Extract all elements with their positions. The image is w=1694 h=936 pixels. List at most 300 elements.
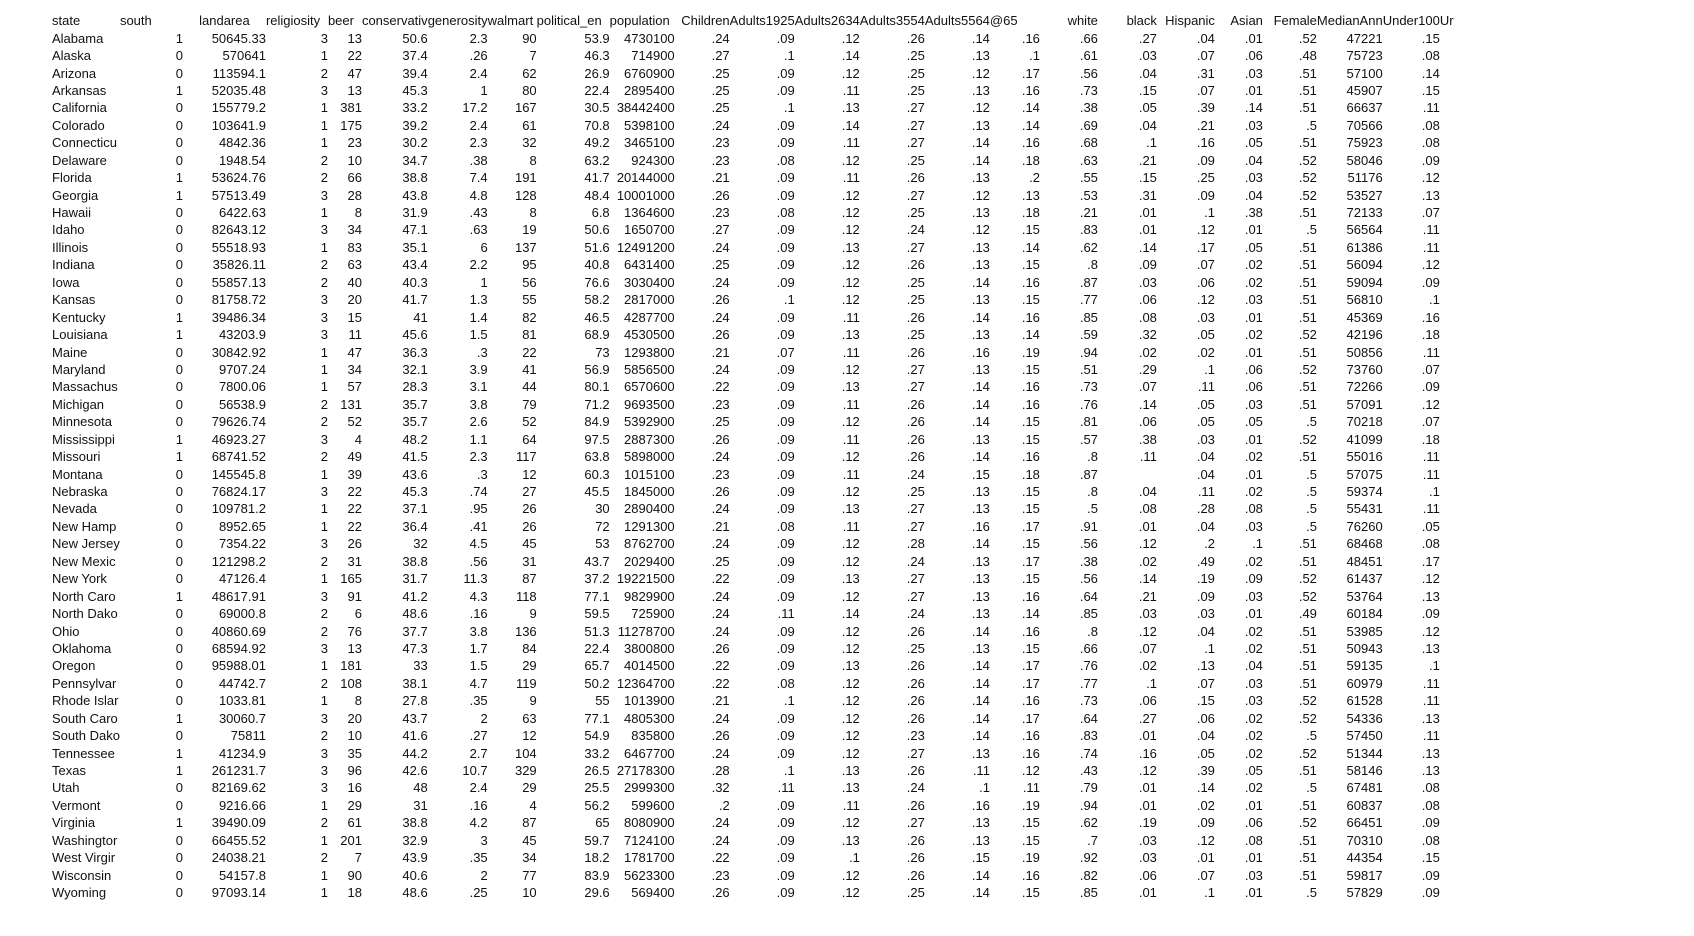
data-cell[interactable]: .12 bbox=[1196, 292, 1215, 308]
data-cell[interactable]: 39.4 bbox=[402, 65, 428, 81]
data-cell[interactable]: 9 bbox=[529, 693, 537, 709]
data-cell[interactable]: 1 bbox=[320, 466, 328, 482]
data-cell[interactable] bbox=[1440, 82, 1460, 99]
data-cell[interactable]: .04 bbox=[1196, 728, 1215, 744]
data-cell[interactable]: .24 bbox=[711, 449, 730, 465]
column-header[interactable]: south bbox=[119, 13, 152, 29]
data-cell[interactable]: .09 bbox=[776, 588, 795, 604]
data-cell[interactable]: .03 bbox=[1244, 396, 1263, 412]
data-cell[interactable]: 2.6 bbox=[469, 414, 488, 430]
data-cell[interactable]: .25 bbox=[1196, 170, 1215, 186]
data-cell[interactable]: .09 bbox=[776, 239, 795, 255]
data-cell[interactable]: .03 bbox=[1244, 588, 1263, 604]
data-cell[interactable]: .01 bbox=[1244, 344, 1263, 360]
data-cell[interactable]: .32 bbox=[711, 780, 730, 796]
state-name-cell[interactable]: Maine bbox=[52, 344, 88, 360]
data-cell[interactable]: 22 bbox=[347, 484, 362, 500]
data-cell[interactable]: .12 bbox=[971, 65, 990, 81]
data-cell[interactable]: 1.3 bbox=[469, 292, 488, 308]
state-name-cell[interactable]: Mississippi bbox=[52, 431, 115, 447]
data-cell[interactable]: .09 bbox=[1421, 274, 1440, 290]
data-cell[interactable] bbox=[1098, 465, 1157, 482]
data-cell[interactable] bbox=[1440, 361, 1460, 378]
data-cell[interactable]: 59.7 bbox=[584, 832, 610, 848]
data-cell[interactable]: 1781700 bbox=[624, 850, 675, 866]
state-name-cell[interactable]: Maryland bbox=[52, 361, 106, 377]
data-cell[interactable]: 1 bbox=[320, 518, 328, 534]
data-cell[interactable]: 47 bbox=[347, 65, 362, 81]
data-cell[interactable]: 2.3 bbox=[469, 135, 488, 151]
data-cell[interactable]: 18.2 bbox=[584, 850, 610, 866]
data-cell[interactable]: 41 bbox=[413, 309, 428, 325]
data-cell[interactable]: .04 bbox=[1196, 466, 1215, 482]
data-cell[interactable]: .26 bbox=[711, 292, 730, 308]
data-cell[interactable]: 6570600 bbox=[624, 379, 675, 395]
data-cell[interactable]: .16 bbox=[1021, 274, 1040, 290]
data-cell[interactable]: .51 bbox=[1298, 553, 1317, 569]
data-cell[interactable]: 119 bbox=[515, 675, 537, 691]
data-cell[interactable]: .02 bbox=[1244, 745, 1263, 761]
data-cell[interactable]: 0 bbox=[175, 396, 183, 412]
data-cell[interactable]: 52 bbox=[522, 414, 537, 430]
data-cell[interactable]: .43 bbox=[469, 205, 488, 221]
data-cell[interactable] bbox=[1440, 605, 1460, 622]
data-cell[interactable]: 118 bbox=[515, 588, 537, 604]
data-cell[interactable]: .35 bbox=[469, 693, 488, 709]
data-cell[interactable]: 50943 bbox=[1346, 640, 1383, 656]
data-cell[interactable]: .09 bbox=[776, 640, 795, 656]
data-cell[interactable]: .02 bbox=[1244, 257, 1263, 273]
data-cell[interactable]: .14 bbox=[971, 152, 990, 168]
data-cell[interactable]: .09 bbox=[1421, 885, 1440, 901]
data-cell[interactable]: 2 bbox=[320, 65, 328, 81]
data-cell[interactable]: 8 bbox=[529, 152, 537, 168]
data-cell[interactable]: 59374 bbox=[1346, 484, 1383, 500]
data-cell[interactable]: .01 bbox=[1244, 82, 1263, 98]
data-cell[interactable]: .24 bbox=[711, 30, 730, 46]
data-cell[interactable]: .1 bbox=[1204, 361, 1215, 377]
data-cell[interactable]: 83 bbox=[347, 239, 362, 255]
data-cell[interactable]: .25 bbox=[906, 152, 925, 168]
data-cell[interactable]: .08 bbox=[1421, 832, 1440, 848]
data-cell[interactable]: .13 bbox=[841, 763, 860, 779]
data-cell[interactable]: 121298.2 bbox=[211, 553, 266, 569]
data-cell[interactable]: 4842.36 bbox=[218, 135, 266, 151]
data-cell[interactable]: 4.3 bbox=[469, 588, 488, 604]
column-header[interactable]: religiosity bbox=[265, 13, 321, 29]
data-cell[interactable]: .25 bbox=[711, 82, 730, 98]
data-cell[interactable]: 0 bbox=[175, 361, 183, 377]
data-cell[interactable]: 12 bbox=[522, 466, 537, 482]
data-cell[interactable]: 59135 bbox=[1346, 658, 1383, 674]
data-cell[interactable]: .24 bbox=[711, 117, 730, 133]
data-cell[interactable]: .63 bbox=[469, 222, 488, 238]
data-cell[interactable]: .27 bbox=[1138, 30, 1157, 46]
state-name-cell[interactable]: New Hamp bbox=[52, 518, 117, 534]
data-cell[interactable]: 43.7 bbox=[584, 553, 610, 569]
data-cell[interactable]: 71.2 bbox=[584, 396, 610, 412]
data-cell[interactable]: 0 bbox=[175, 553, 183, 569]
data-cell[interactable] bbox=[1440, 152, 1460, 169]
data-cell[interactable]: .27 bbox=[906, 588, 925, 604]
data-cell[interactable]: 2.4 bbox=[469, 65, 488, 81]
data-cell[interactable]: 66637 bbox=[1346, 100, 1383, 116]
data-cell[interactable]: 3 bbox=[320, 780, 328, 796]
data-cell[interactable] bbox=[1440, 849, 1460, 866]
data-cell[interactable]: .15 bbox=[1021, 361, 1040, 377]
data-cell[interactable]: .79 bbox=[1079, 780, 1098, 796]
state-name-cell[interactable]: West Virgir bbox=[52, 850, 116, 866]
data-cell[interactable]: 95 bbox=[522, 257, 537, 273]
data-cell[interactable]: 17.2 bbox=[462, 100, 488, 116]
data-cell[interactable]: 33 bbox=[413, 658, 428, 674]
data-cell[interactable]: 0 bbox=[175, 501, 183, 517]
data-cell[interactable]: 16 bbox=[347, 780, 362, 796]
data-cell[interactable]: .01 bbox=[1138, 797, 1157, 813]
data-cell[interactable]: 6 bbox=[354, 606, 362, 622]
column-header[interactable]: Female bbox=[1273, 13, 1317, 29]
data-cell[interactable]: 2 bbox=[320, 606, 328, 622]
data-cell[interactable]: 1 bbox=[175, 710, 183, 726]
data-cell[interactable]: 76824.17 bbox=[211, 484, 266, 500]
data-cell[interactable]: 41.2 bbox=[402, 588, 428, 604]
data-cell[interactable]: 1 bbox=[320, 832, 328, 848]
data-cell[interactable]: .12 bbox=[841, 30, 860, 46]
data-cell[interactable]: .01 bbox=[1244, 222, 1263, 238]
data-cell[interactable]: .13 bbox=[971, 292, 990, 308]
data-cell[interactable]: .2 bbox=[718, 797, 730, 813]
data-cell[interactable]: .13 bbox=[971, 484, 990, 500]
data-cell[interactable]: .83 bbox=[1079, 728, 1098, 744]
data-cell[interactable]: .02 bbox=[1196, 797, 1215, 813]
data-cell[interactable]: .27 bbox=[1138, 710, 1157, 726]
data-cell[interactable]: .09 bbox=[776, 135, 795, 151]
data-cell[interactable] bbox=[1440, 64, 1460, 81]
data-cell[interactable]: 37.1 bbox=[402, 501, 428, 517]
data-cell[interactable]: 201 bbox=[340, 832, 362, 848]
data-cell[interactable]: .12 bbox=[841, 222, 860, 238]
column-header[interactable]: @65 bbox=[989, 13, 1018, 29]
data-cell[interactable]: .28 bbox=[711, 763, 730, 779]
data-cell[interactable]: 48.6 bbox=[402, 885, 428, 901]
data-cell[interactable]: .03 bbox=[1138, 48, 1157, 64]
data-cell[interactable]: 9 bbox=[529, 606, 537, 622]
data-cell[interactable]: 5623300 bbox=[624, 867, 675, 883]
data-cell[interactable]: .41 bbox=[469, 518, 488, 534]
data-cell[interactable]: .5 bbox=[1306, 518, 1317, 534]
data-cell[interactable]: .09 bbox=[1244, 571, 1263, 587]
data-cell[interactable]: .43 bbox=[1079, 763, 1098, 779]
data-cell[interactable]: .13 bbox=[1421, 745, 1440, 761]
data-cell[interactable]: 82 bbox=[522, 309, 537, 325]
data-cell[interactable] bbox=[1440, 710, 1460, 727]
column-header[interactable]: Hispanic bbox=[1165, 13, 1215, 29]
data-cell[interactable]: .09 bbox=[776, 658, 795, 674]
data-cell[interactable]: .16 bbox=[1021, 30, 1040, 46]
data-cell[interactable]: .09 bbox=[776, 536, 795, 552]
data-cell[interactable]: 22 bbox=[522, 344, 537, 360]
data-cell[interactable]: .09 bbox=[776, 222, 795, 238]
data-cell[interactable]: 2 bbox=[320, 553, 328, 569]
data-cell[interactable]: 4014500 bbox=[624, 658, 675, 674]
data-cell[interactable]: 1 bbox=[175, 82, 183, 98]
data-cell[interactable]: .06 bbox=[1244, 379, 1263, 395]
data-cell[interactable]: 0 bbox=[175, 640, 183, 656]
data-cell[interactable]: .03 bbox=[1244, 867, 1263, 883]
data-cell[interactable]: 570641 bbox=[222, 48, 266, 64]
data-cell[interactable]: .24 bbox=[906, 606, 925, 622]
data-cell[interactable]: 2.3 bbox=[469, 30, 488, 46]
data-cell[interactable]: .04 bbox=[1138, 65, 1157, 81]
data-cell[interactable]: .13 bbox=[1196, 658, 1215, 674]
data-cell[interactable]: 1 bbox=[320, 361, 328, 377]
data-cell[interactable]: .13 bbox=[1421, 588, 1440, 604]
data-cell[interactable]: .51 bbox=[1298, 239, 1317, 255]
data-cell[interactable]: .17 bbox=[1021, 518, 1040, 534]
data-cell[interactable]: 61528 bbox=[1346, 693, 1383, 709]
data-cell[interactable]: .51 bbox=[1298, 274, 1317, 290]
data-cell[interactable]: .24 bbox=[711, 536, 730, 552]
data-cell[interactable]: .26 bbox=[711, 728, 730, 744]
data-cell[interactable]: 1 bbox=[175, 309, 183, 325]
data-cell[interactable]: 1 bbox=[320, 501, 328, 517]
data-cell[interactable]: .13 bbox=[971, 82, 990, 98]
data-cell[interactable] bbox=[1440, 396, 1460, 413]
data-cell[interactable]: .66 bbox=[1079, 640, 1098, 656]
state-name-cell[interactable]: New Mexic bbox=[52, 553, 116, 569]
data-cell[interactable]: .52 bbox=[1298, 327, 1317, 343]
state-name-cell[interactable]: New Jersey bbox=[52, 536, 120, 552]
data-cell[interactable]: .09 bbox=[776, 745, 795, 761]
data-cell[interactable]: 59094 bbox=[1346, 274, 1383, 290]
data-cell[interactable]: 43.7 bbox=[402, 710, 428, 726]
data-cell[interactable]: 7800.06 bbox=[218, 379, 266, 395]
data-cell[interactable]: 6431400 bbox=[624, 257, 675, 273]
data-cell[interactable]: .11 bbox=[1422, 344, 1440, 360]
data-cell[interactable]: 19221500 bbox=[616, 571, 675, 587]
data-cell[interactable]: 25.5 bbox=[584, 780, 610, 796]
data-cell[interactable]: 45.6 bbox=[402, 327, 428, 343]
data-cell[interactable]: 76 bbox=[347, 623, 362, 639]
data-cell[interactable]: 1845000 bbox=[624, 484, 675, 500]
data-cell[interactable]: .11 bbox=[1422, 501, 1440, 517]
data-cell[interactable]: .14 bbox=[971, 30, 990, 46]
data-cell[interactable]: 599600 bbox=[631, 797, 675, 813]
data-cell[interactable] bbox=[1440, 256, 1460, 273]
data-cell[interactable]: .01 bbox=[1138, 222, 1157, 238]
data-cell[interactable]: .02 bbox=[1244, 728, 1263, 744]
data-cell[interactable]: .09 bbox=[776, 553, 795, 569]
data-cell[interactable]: .26 bbox=[906, 431, 925, 447]
data-cell[interactable]: 4805300 bbox=[624, 710, 675, 726]
data-cell[interactable]: .13 bbox=[971, 257, 990, 273]
data-cell[interactable]: 40.8 bbox=[584, 257, 610, 273]
data-cell[interactable]: 59817 bbox=[1346, 867, 1383, 883]
data-cell[interactable]: .31 bbox=[1138, 187, 1157, 203]
data-cell[interactable]: .08 bbox=[1421, 48, 1440, 64]
data-cell[interactable]: 2 bbox=[480, 867, 488, 883]
data-cell[interactable]: 38.8 bbox=[402, 815, 428, 831]
data-cell[interactable]: .1 bbox=[1428, 292, 1440, 308]
data-cell[interactable]: .14 bbox=[841, 117, 860, 133]
data-cell[interactable]: 3 bbox=[320, 763, 328, 779]
data-cell[interactable]: .01 bbox=[1244, 431, 1263, 447]
data-cell[interactable]: 29.6 bbox=[584, 885, 610, 901]
data-cell[interactable]: 0 bbox=[175, 728, 183, 744]
data-cell[interactable]: .08 bbox=[1421, 135, 1440, 151]
data-cell[interactable]: 4.8 bbox=[469, 187, 488, 203]
data-cell[interactable]: 30 bbox=[595, 501, 610, 517]
data-cell[interactable]: .09 bbox=[1196, 187, 1215, 203]
data-cell[interactable]: .11 bbox=[842, 309, 860, 325]
data-cell[interactable]: 4530500 bbox=[624, 327, 675, 343]
data-cell[interactable]: 56538.9 bbox=[218, 396, 266, 412]
data-cell[interactable]: .8 bbox=[1087, 449, 1098, 465]
data-cell[interactable]: 18 bbox=[347, 885, 362, 901]
data-cell[interactable]: 22 bbox=[347, 518, 362, 534]
data-cell[interactable]: .12 bbox=[841, 640, 860, 656]
data-cell[interactable]: .73 bbox=[1079, 693, 1098, 709]
data-cell[interactable]: .09 bbox=[776, 484, 795, 500]
data-cell[interactable]: 8 bbox=[354, 205, 362, 221]
data-cell[interactable]: .16 bbox=[1021, 309, 1040, 325]
data-cell[interactable]: 20 bbox=[347, 710, 362, 726]
data-cell[interactable]: 113594.1 bbox=[212, 65, 266, 81]
data-cell[interactable]: .13 bbox=[971, 832, 990, 848]
data-cell[interactable]: .83 bbox=[1079, 222, 1098, 238]
data-cell[interactable]: .14 bbox=[1021, 606, 1040, 622]
data-cell[interactable]: .52 bbox=[1298, 30, 1317, 46]
data-cell[interactable]: 70.8 bbox=[584, 117, 610, 133]
column-header[interactable]: generosity bbox=[427, 13, 488, 29]
state-name-cell[interactable]: Massachus bbox=[52, 379, 118, 395]
data-cell[interactable]: 57829 bbox=[1346, 885, 1383, 901]
data-cell[interactable]: .09 bbox=[1421, 815, 1440, 831]
data-cell[interactable]: .51 bbox=[1298, 675, 1317, 691]
data-cell[interactable]: .73 bbox=[1079, 379, 1098, 395]
data-cell[interactable]: .09 bbox=[776, 396, 795, 412]
data-cell[interactable]: .02 bbox=[1138, 344, 1157, 360]
data-cell[interactable]: .94 bbox=[1079, 344, 1098, 360]
data-cell[interactable]: .27 bbox=[906, 187, 925, 203]
data-cell[interactable]: .38 bbox=[1079, 100, 1098, 116]
data-cell[interactable]: 0 bbox=[175, 222, 183, 238]
data-cell[interactable]: .09 bbox=[776, 501, 795, 517]
data-cell[interactable]: .27 bbox=[906, 239, 925, 255]
data-cell[interactable]: 155779.2 bbox=[211, 100, 266, 116]
data-cell[interactable]: 43203.9 bbox=[218, 327, 266, 343]
data-cell[interactable]: .09 bbox=[776, 170, 795, 186]
data-cell[interactable]: 6422.63 bbox=[218, 205, 266, 221]
data-cell[interactable]: 37.7 bbox=[402, 623, 428, 639]
data-cell[interactable]: 27 bbox=[522, 484, 537, 500]
data-cell[interactable]: 1 bbox=[320, 867, 328, 883]
data-cell[interactable]: .03 bbox=[1244, 675, 1263, 691]
data-cell[interactable]: .16 bbox=[1021, 135, 1040, 151]
data-cell[interactable]: 22.4 bbox=[584, 640, 610, 656]
data-cell[interactable]: 31 bbox=[347, 553, 362, 569]
data-cell[interactable]: .25 bbox=[906, 65, 925, 81]
data-cell[interactable]: .52 bbox=[1298, 588, 1317, 604]
data-cell[interactable]: .15 bbox=[1021, 536, 1040, 552]
data-cell[interactable]: 145545.8 bbox=[211, 466, 266, 482]
data-cell[interactable]: 55857.13 bbox=[211, 274, 266, 290]
data-cell[interactable]: 45.5 bbox=[584, 484, 610, 500]
data-cell[interactable]: 65.7 bbox=[584, 658, 610, 674]
data-cell[interactable]: .52 bbox=[1298, 693, 1317, 709]
data-cell[interactable]: .25 bbox=[906, 885, 925, 901]
data-cell[interactable]: 57 bbox=[347, 379, 362, 395]
data-cell[interactable]: 44 bbox=[522, 379, 537, 395]
data-cell[interactable]: 104 bbox=[514, 745, 537, 761]
data-cell[interactable]: 79626.74 bbox=[211, 414, 266, 430]
data-cell[interactable]: .12 bbox=[841, 65, 860, 81]
data-cell[interactable]: .08 bbox=[1421, 117, 1440, 133]
data-cell[interactable]: .03 bbox=[1244, 170, 1263, 186]
data-cell[interactable]: .12 bbox=[841, 484, 860, 500]
data-cell[interactable]: 51.3 bbox=[584, 623, 610, 639]
data-cell[interactable]: .51 bbox=[1298, 257, 1317, 273]
data-cell[interactable]: .18 bbox=[1021, 205, 1040, 221]
data-cell[interactable]: .26 bbox=[711, 327, 730, 343]
data-cell[interactable]: 1948.54 bbox=[218, 152, 266, 168]
data-cell[interactable]: .04 bbox=[1196, 623, 1215, 639]
data-cell[interactable]: 47 bbox=[347, 344, 362, 360]
data-cell[interactable]: .11 bbox=[1422, 728, 1440, 744]
data-cell[interactable]: .23 bbox=[906, 728, 925, 744]
data-cell[interactable]: 53985 bbox=[1346, 623, 1383, 639]
data-cell[interactable]: .66 bbox=[1079, 30, 1098, 46]
data-cell[interactable]: .16 bbox=[1021, 449, 1040, 465]
data-cell[interactable]: .02 bbox=[1244, 553, 1263, 569]
data-cell[interactable]: .11 bbox=[842, 170, 860, 186]
state-name-cell[interactable]: Indiana bbox=[52, 257, 95, 273]
data-cell[interactable]: 31 bbox=[522, 553, 537, 569]
data-cell[interactable]: .35 bbox=[469, 850, 488, 866]
data-cell[interactable]: 40 bbox=[347, 274, 362, 290]
data-cell[interactable]: 34 bbox=[522, 850, 537, 866]
data-cell[interactable]: .24 bbox=[711, 815, 730, 831]
data-cell[interactable]: .16 bbox=[1021, 379, 1040, 395]
data-cell[interactable]: 45 bbox=[522, 536, 537, 552]
data-cell[interactable]: .56 bbox=[1079, 536, 1098, 552]
data-cell[interactable] bbox=[1440, 239, 1460, 256]
data-cell[interactable]: 2 bbox=[320, 850, 328, 866]
data-cell[interactable]: .09 bbox=[776, 867, 795, 883]
data-cell[interactable]: .26 bbox=[906, 170, 925, 186]
data-cell[interactable]: .21 bbox=[711, 344, 730, 360]
data-cell[interactable]: 1 bbox=[320, 344, 328, 360]
data-cell[interactable]: .5 bbox=[1306, 414, 1317, 430]
data-cell[interactable]: .05 bbox=[1244, 414, 1263, 430]
data-cell[interactable]: 3 bbox=[320, 309, 328, 325]
data-cell[interactable]: .26 bbox=[711, 484, 730, 500]
data-cell[interactable]: 35.7 bbox=[402, 414, 428, 430]
data-cell[interactable]: 7 bbox=[529, 48, 537, 64]
data-cell[interactable]: .09 bbox=[1421, 606, 1440, 622]
data-cell[interactable]: 32 bbox=[413, 536, 428, 552]
data-cell[interactable]: .53 bbox=[1079, 187, 1098, 203]
data-cell[interactable]: .14 bbox=[971, 675, 990, 691]
data-cell[interactable]: .12 bbox=[841, 867, 860, 883]
data-cell[interactable]: .12 bbox=[1421, 396, 1440, 412]
data-cell[interactable]: .07 bbox=[1421, 361, 1440, 377]
data-cell[interactable]: .1 bbox=[1252, 536, 1263, 552]
data-cell[interactable]: 0 bbox=[175, 292, 183, 308]
data-cell[interactable]: .02 bbox=[1244, 274, 1263, 290]
data-cell[interactable]: .09 bbox=[1421, 379, 1440, 395]
data-cell[interactable]: .15 bbox=[1138, 170, 1157, 186]
